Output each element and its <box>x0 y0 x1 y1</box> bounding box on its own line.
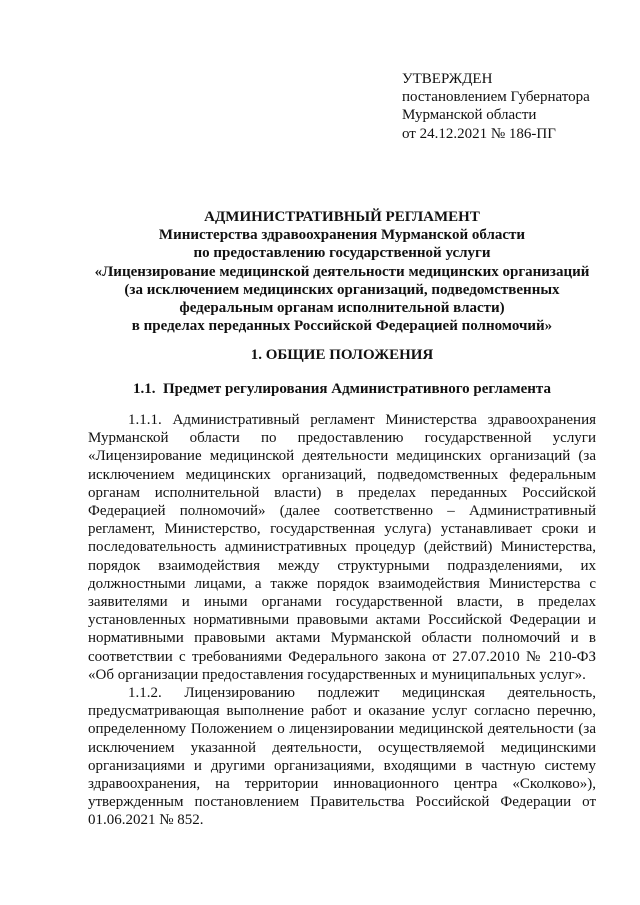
title-line: (за исключением медицинских организаций, подведомственных <box>124 281 560 298</box>
title-line: Министерства здравоохранения Мурманской области <box>158 227 526 244</box>
approval-line: УТВЕРЖДЕН <box>402 71 493 87</box>
paragraph <box>88 684 596 830</box>
paragraph-number: 1.1.2. <box>128 685 162 702</box>
paragraph <box>88 411 596 684</box>
title-line: федеральным органам исполнительной власти) <box>179 300 505 317</box>
approval-line: постановлением Губернатора <box>402 89 590 106</box>
approval-stamp <box>402 70 627 143</box>
paragraph-text: Лицензированию подлежит медицинская деятельность, предусматривающая выполнение работ и оказание услуг согласно перечню, определенному Положением о лицензировании медицинской деятельности (за исключением указанной деятельности, осуществляемой медицинскими организациями и другими организациями, входящими в частную систему здравоохранения, на территории инновационного центра «Сколково»), утвержденным постановлением Правительства Российской Федерации от 01.06.2021 № 852. <box>88 685 596 829</box>
title-line: по предоставлению государственной услуги <box>193 245 491 262</box>
title-line: «Лицензирование медицинской деятельности медицинских организаций <box>94 263 590 280</box>
approval-line: от 24.12.2021 № 186-ПГ <box>402 125 556 142</box>
body-text <box>88 411 596 830</box>
subsection-number: 1.1. <box>133 381 156 397</box>
subsection-heading <box>86 380 598 398</box>
section-heading <box>86 346 598 364</box>
paragraph-text: Административный регламент Министерства здравоохранения Мурманской области по предоставлению государственной услуги «Лицензирование медицинской деятельности медицинских организаций (за исключением медицинских организаций, подведомственных федеральным органам исполнительной власти) в пределах переданных Российской Федерацией полномочий» (далее соответственно – Административный регламент, Министерство, государственная услуга) устанавливает сроки и последовательность административных процедур (действий) Министерства, порядок взаимодействия между структурными подразделениями, их должностными лицами, а также порядок взаимодействия Министерства с заявителями и иными органами государственной власти, в пределах установленных нормативными правовыми актами Российской Федерации и нормативными правовыми актами Мурманской области полномочий и в соответствии с требованиями Федерального закона от 27.07.2010 № 210-ФЗ «Об организации предоставления государственных и муниципальных услуг». <box>88 412 596 683</box>
title-line: в пределах переданных Российской Федерацией полномочий» <box>131 318 553 335</box>
document-title <box>86 208 598 335</box>
section-number: 1. <box>250 347 262 363</box>
approval-line: Мурманской области <box>402 107 537 124</box>
paragraph-number: 1.1.1. <box>128 412 162 428</box>
title-line: АДМИНИСТРАТИВНЫЙ РЕГЛАМЕНТ <box>204 209 480 225</box>
subsection-title: Предмет регулирования Административного регламента <box>163 381 551 397</box>
section-title: ОБЩИЕ ПОЛОЖЕНИЯ <box>265 347 434 363</box>
